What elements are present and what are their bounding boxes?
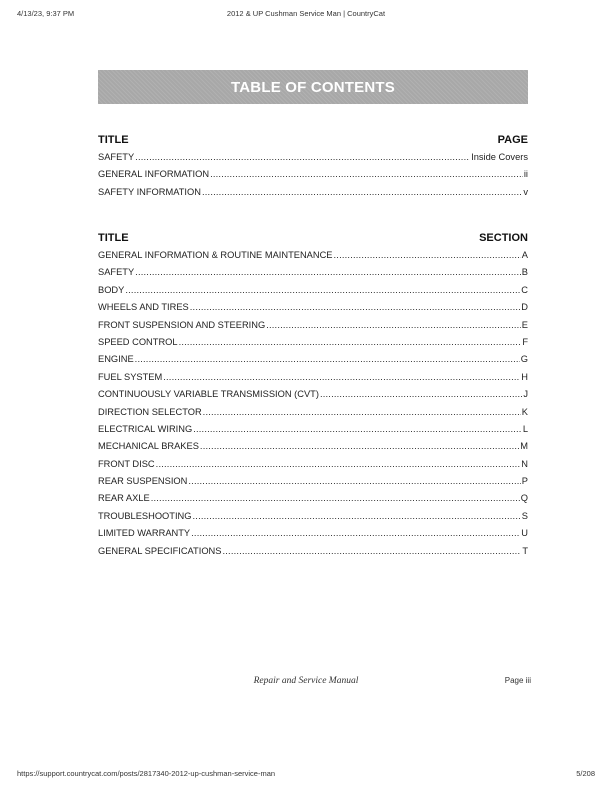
dot-leader [202,187,522,197]
dot-leader [125,285,520,295]
toc-entry-title: CONTINUOUSLY VARIABLE TRANSMISSION (CVT) [98,389,319,400]
dot-leader [200,441,519,451]
toc-entry-section: K [521,406,528,417]
toc-entry-title: GENERAL INFORMATION & ROUTINE MAINTENANCE [98,250,333,260]
toc-entry-section: D [521,302,528,313]
toc-entry-section: T [522,545,528,556]
toc-entry-section: F [522,336,528,347]
toc-entry-title: ENGINE [98,354,134,365]
toc-entry-section: U [521,528,528,539]
toc-entry-section: N [521,458,528,469]
toc-entry [98,354,528,371]
dot-leader [135,354,520,364]
toc-entry-title: LIMITED WARRANTY [98,528,191,539]
front-matter-page-heading: PAGE [497,134,528,146]
toc-entry [98,511,528,528]
toc-entry-title: SAFETY [98,267,135,278]
toc-entry-title: MECHANICAL BRAKES [98,441,199,452]
front-matter-title-heading: TITLE [98,134,129,146]
toc-banner [98,70,528,104]
toc-entry [98,476,528,493]
toc-entry-title: DIRECTION SELECTOR [98,406,202,417]
print-datetime: 4/13/23, 9:37 PM [17,9,75,18]
sections-title-heading: TITLE [98,232,129,244]
sections-section-heading: SECTION [479,232,528,244]
toc-entry-title: WHEELS AND TIRES [98,302,189,313]
dot-leader [151,493,520,503]
toc-entry [98,493,528,510]
toc-entry-section: C [521,284,528,295]
print-url: https://support.countrycat.com/posts/2817340-2012-up-cushman-service-man [17,769,276,778]
dot-leader [191,528,520,538]
toc-entry [98,169,528,186]
toc-entry [98,459,528,476]
dot-leader [210,169,523,179]
toc-entry-title: FRONT DISC [98,458,155,469]
toc-entry-section: B [521,267,528,278]
toc-entry-title: GENERAL SPECIFICATIONS [98,545,222,556]
toc-entry-title: ELECTRICAL WIRING [98,423,193,434]
toc-entry-page: Inside Covers [471,152,528,162]
dot-leader [222,546,521,556]
dot-leader [334,250,521,260]
dot-leader [266,320,521,330]
toc-entry [98,285,528,302]
toc-entry [98,407,528,424]
toc-entry-section: L [522,423,528,434]
toc-entry [98,528,528,545]
toc-entry [98,187,528,204]
toc-entry-section: P [521,476,528,487]
dot-leader [135,152,470,162]
dot-leader [193,511,521,521]
dot-leader [320,389,522,399]
manual-footer-title: Repair and Service Manual [253,676,359,686]
toc-entry-section: E [521,319,528,330]
dot-leader [135,267,521,277]
front-matter-list [98,152,528,204]
toc-entry-title: REAR AXLE [98,493,150,504]
toc-entry [98,389,528,406]
toc-entry [98,372,528,389]
toc-entry [98,267,528,284]
dot-leader [188,476,520,486]
toc-banner-title: TABLE OF CONTENTS [231,78,395,96]
toc-entry-title: BODY [98,284,125,295]
toc-entry [98,441,528,458]
toc-entry [98,337,528,354]
toc-entry-title: REAR SUSPENSION [98,476,188,487]
manual-footer-page: Page iii [504,676,531,685]
toc-entry-section: S [521,510,528,521]
dot-leader [163,372,520,382]
toc-entry [98,546,528,563]
dot-leader [190,302,521,312]
toc-entry-title: TROUBLESHOOTING [98,510,192,521]
toc-entry-section: J [523,389,528,400]
dot-leader [203,407,521,417]
toc-entry [98,302,528,319]
toc-entry-section: Q [520,493,528,504]
toc-entry-title: SAFETY INFORMATION [98,186,201,197]
toc-entry-title: FRONT SUSPENSION AND STEERING [98,319,266,330]
toc-entry [98,320,528,337]
dot-leader [156,459,521,469]
toc-entry-page: ii [523,169,528,180]
toc-entry-title: SPEED CONTROL [98,336,178,347]
toc-entry-title: GENERAL INFORMATION [98,169,210,180]
toc-entry [98,152,528,169]
dot-leader [179,337,522,347]
sections-list [98,250,528,563]
toc-entry-title: SAFETY [98,152,135,162]
toc-entry-section: A [521,250,528,260]
toc-entry-section: H [521,371,528,382]
toc-entry [98,250,528,267]
toc-entry-page: v [523,186,528,197]
dot-leader [193,424,522,434]
print-page-title: 2012 & UP Cushman Service Man | CountryCat [226,9,386,18]
print-page-count: 5/208 [576,769,595,778]
toc-entry-section: G [520,354,528,365]
toc-entry-title: FUEL SYSTEM [98,371,163,382]
toc-entry-section: M [520,441,528,452]
toc-entry [98,424,528,441]
